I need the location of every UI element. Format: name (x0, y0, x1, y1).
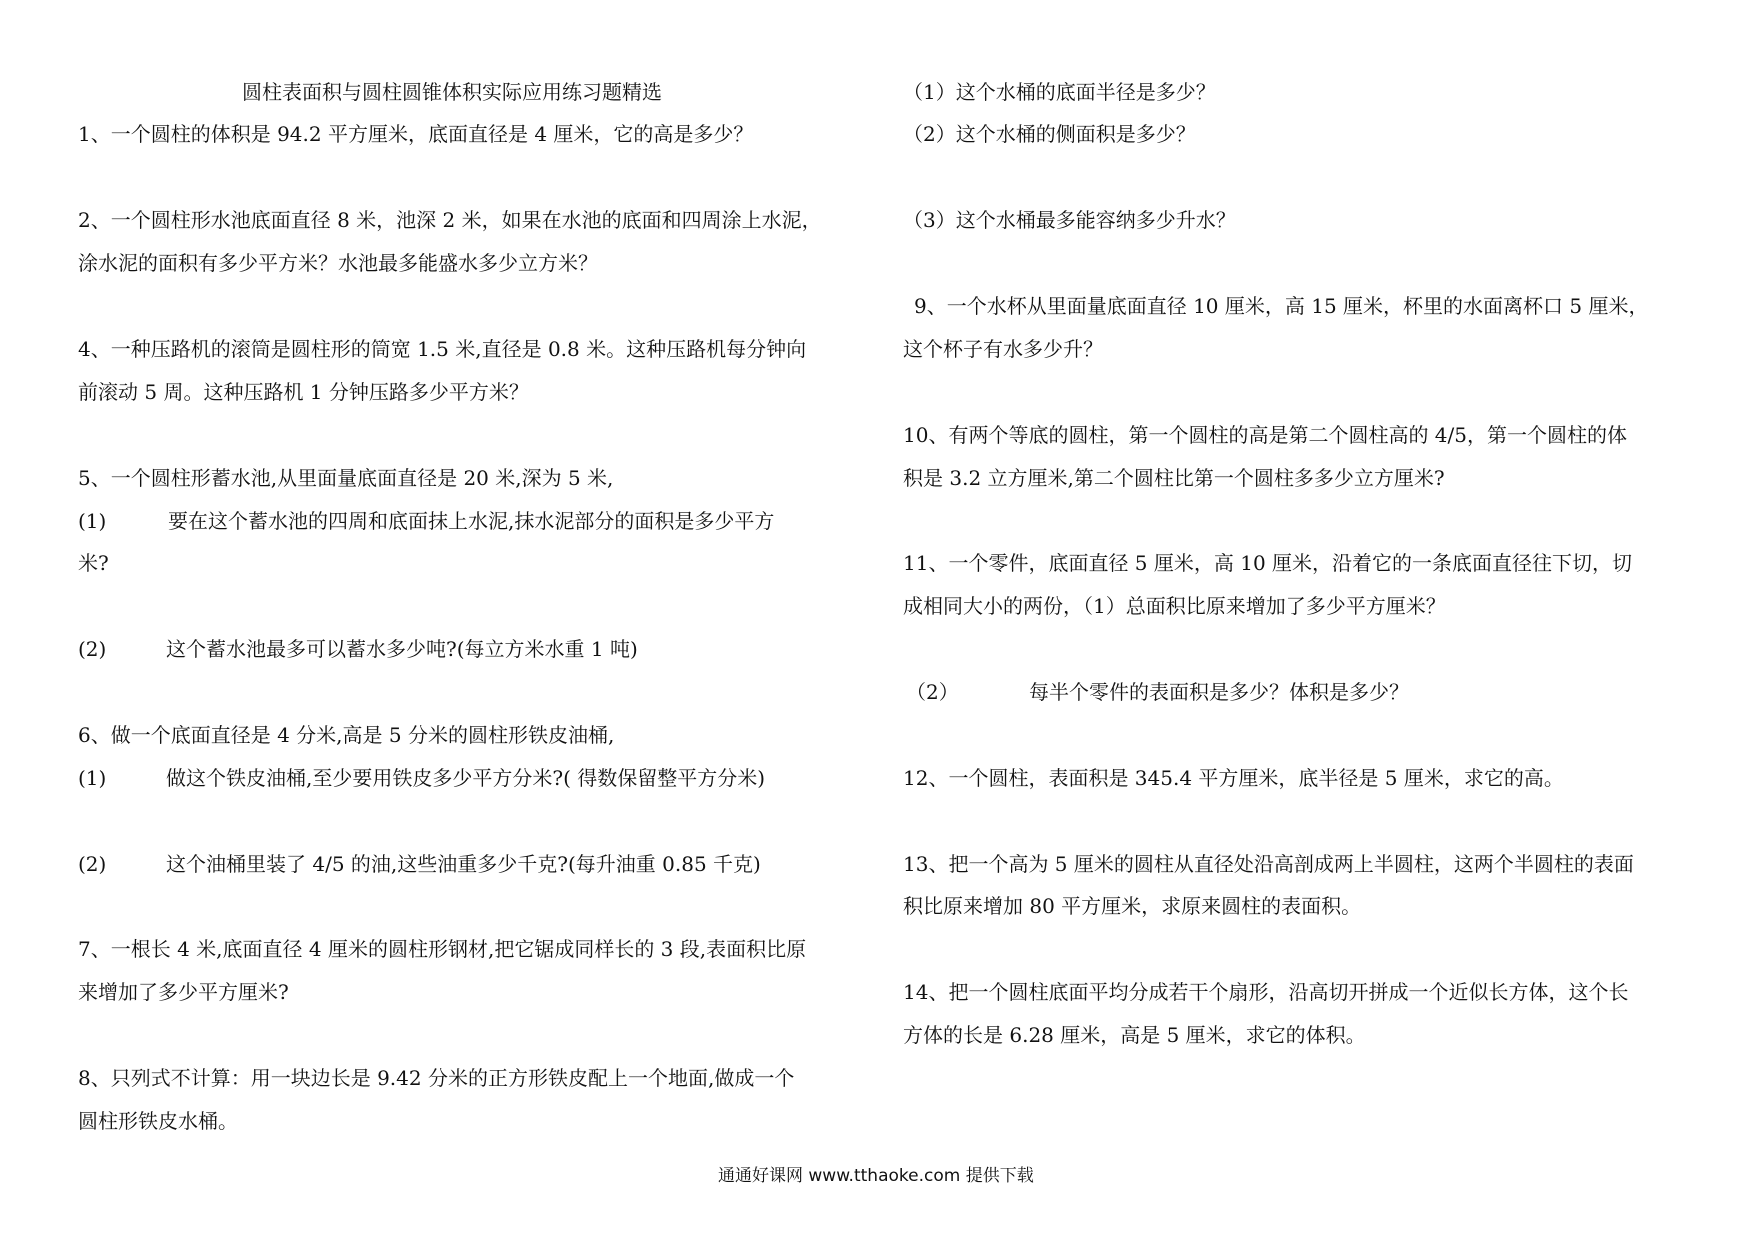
question-4-line-1: 4、一种压路机的滚筒是圆柱形的筒宽 1.5 米,直径是 0.8 米。这种压路机每分钟向 (78, 337, 807, 361)
question-8-line-1: 8、只列式不计算：用一块边长是 9.42 分米的正方形铁皮配上一个地面,做成一个 (78, 1066, 795, 1090)
question-12: 12、一个圆柱，表面积是 345.4 平方厘米，底半径是 5 厘米，求它的高。 (903, 766, 1564, 790)
question-8-line-2: 圆柱形铁皮水桶。 (78, 1109, 238, 1133)
question-8-sub-1: （1）这个水桶的底面半径是多少？ (903, 80, 1216, 104)
page-title: 圆柱表面积与圆柱圆锥体积实际应用练习题精选 (242, 80, 662, 104)
question-11-line-1: 11、一个零件，底面直径 5 厘米，高 10 厘米，沿着它的一条底面直径往下切，切 (903, 551, 1633, 575)
question-6-sub-1-number: (1) (78, 766, 107, 790)
question-6-line-1: 6、做一个底面直径是 4 分米,高是 5 分米的圆柱形铁皮油桶, (78, 723, 615, 747)
question-2-line-2: 涂水泥的面积有多少平方米？水池最多能盛水多少立方米？ (78, 251, 598, 275)
question-13-line-2: 积比原来增加 80 平方厘米，求原来圆柱的表面积。 (903, 894, 1362, 918)
question-8-sub-2: （2）这个水桶的侧面积是多少？ (903, 122, 1196, 146)
question-9-line-1: 9、一个水杯从里面量底面直径 10 厘米，高 15 厘米，杯里的水面离杯口 5 厘米， (914, 294, 1649, 318)
question-6-sub-2-text: 这个油桶里装了 4/5 的油,这些油重多少千克?(每升油重 0.85 千克) (166, 852, 761, 876)
question-1: 1、一个圆柱的体积是 94.2 平方厘米，底面直径是 4 厘米，它的高是多少？ (78, 122, 754, 146)
footer-credit: 通通好课网 www.tthaoke.com 提供下载 (718, 1166, 1034, 1186)
question-5-sub-2-number: (2) (78, 637, 107, 661)
question-5-sub-1-number: (1) (78, 509, 107, 533)
question-11-line-2: 成相同大小的两份，（1）总面积比原来增加了多少平方厘米？ (903, 594, 1446, 618)
question-5-sub-1-continuation: 米? (78, 551, 109, 575)
question-11-sub-2-text: 每半个零件的表面积是多少？体积是多少？ (1029, 680, 1409, 704)
question-14-line-2: 方体的长是 6.28 厘米，高是 5 厘米，求它的体积。 (903, 1023, 1366, 1047)
question-7-line-2: 来增加了多少平方厘米? (78, 980, 289, 1004)
question-8-sub-3: （3）这个水桶最多能容纳多少升水？ (903, 208, 1236, 232)
question-4-line-2: 前滚动 5 周。这种压路机 1 分钟压路多少平方米？ (78, 380, 529, 404)
question-13-line-1: 13、把一个高为 5 厘米的圆柱从直径处沿高剖成两上半圆柱，这两个半圆柱的表面 (903, 852, 1634, 876)
question-9-line-2: 这个杯子有水多少升？ (903, 337, 1103, 361)
question-6-sub-2-number: (2) (78, 852, 107, 876)
question-6-sub-1-text: 做这个铁皮油桶,至少要用铁皮多少平方分米?( 得数保留整平方分米) (166, 766, 766, 790)
question-10-line-2: 积是 3.2 立方厘米,第二个圆柱比第一个圆柱多多少立方厘米? (903, 466, 1445, 490)
question-5-sub-2-text: 这个蓄水池最多可以蓄水多少吨?(每立方米水重 1 吨) (166, 637, 638, 661)
question-5-sub-1-text: 要在这个蓄水池的四周和底面抹上水泥,抹水泥部分的面积是多少平方 (168, 509, 775, 533)
question-14-line-1: 14、把一个圆柱底面平均分成若干个扇形，沿高切开拼成一个近似长方体，这个长 (903, 980, 1629, 1004)
question-10-line-1: 10、有两个等底的圆柱，第一个圆柱的高是第二个圆柱高的 4/5，第一个圆柱的体 (903, 423, 1627, 447)
question-7-line-1: 7、一根长 4 米,底面直径 4 厘米的圆柱形钢材,把它锯成同样长的 3 段,表面积比原 (78, 937, 807, 961)
question-2-line-1: 2、一个圆柱形水池底面直径 8 米，池深 2 米，如果在水池的底面和四周涂上水泥， (78, 208, 822, 232)
question-5-line-1: 5、一个圆柱形蓄水池,从里面量底面直径是 20 米,深为 5 米, (78, 466, 614, 490)
question-11-sub-2-number: （2） (906, 680, 959, 704)
